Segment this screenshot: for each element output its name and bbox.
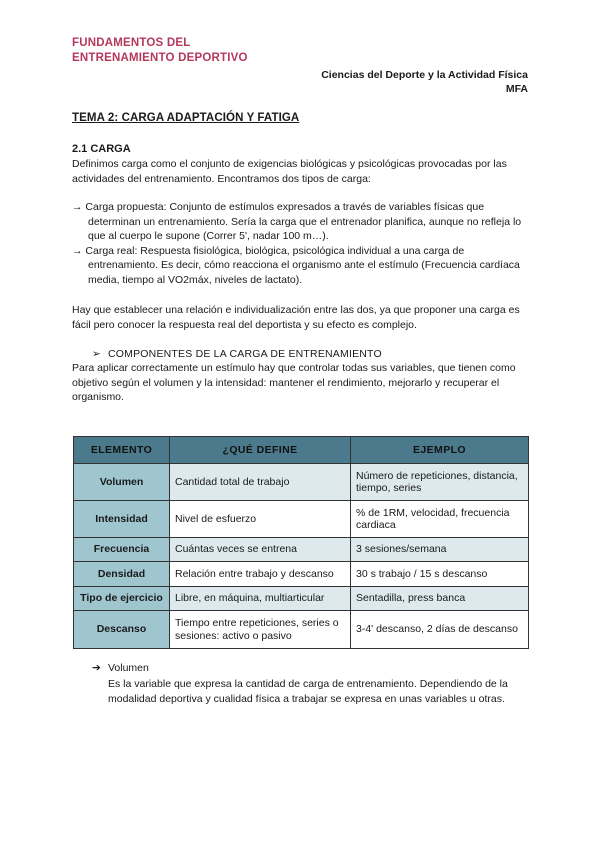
cell-example: 30 s trabajo / 15 s descanso [351, 562, 529, 587]
brand-line-1: FUNDAMENTOS DEL [72, 37, 191, 49]
arrowhead-bullet-icon: ➢ [92, 348, 101, 360]
volume-item-description: Es la variable que expresa la cantidad de carga de entrenamiento. Dependiendo de la modalidad deportiva y cualidad física a trabajar se expresa en unas variables u otras. [108, 678, 508, 705]
proposed-load-line2: determinan un entrenamiento. Sería la carga que el entrenador planifica, aunque no refleja lo que al cuerpo le supone (Correr 5', nadar 100 m…). [88, 215, 522, 242]
table-row [74, 538, 529, 562]
cell-defines: Cuántas veces se entrena [170, 538, 351, 562]
components-intro-text: Para aplicar correctamente un estímulo hay que controlar todas sus variables, que tienen como objetivo según el volumen y la intensidad: mantener el rendimiento, mejorarlo y recuperar el organismo. [72, 362, 516, 403]
cell-element: Intensidad [74, 501, 170, 538]
volume-item-heading [92, 662, 149, 674]
table-row [74, 501, 529, 538]
table-row [74, 562, 529, 587]
cell-element: Descanso [74, 611, 170, 649]
section-title: 2.1 CARGA [72, 143, 131, 155]
components-heading [92, 348, 382, 360]
table-row [74, 464, 529, 501]
cell-example: Número de repeticiones, distancia, tiempo, series [351, 464, 529, 501]
header-example: EJEMPLO [351, 437, 529, 464]
arrow-right-icon: ➔ [92, 662, 101, 674]
topic-title: TEMA 2: CARGA ADAPTACIÓN Y FATIGA [72, 112, 300, 124]
components-intro [72, 361, 532, 405]
cell-example: Sentadilla, press banca [351, 587, 529, 611]
cell-defines: Tiempo entre repeticiones, series o sesiones: activo o pasivo [170, 611, 351, 649]
header-defines: ¿QUÉ DEFINE [170, 437, 351, 464]
load-types [72, 200, 532, 287]
document-header [321, 68, 528, 96]
relation-paragraph [72, 303, 532, 332]
cell-example: 3-4' descanso, 2 días de descanso [351, 611, 529, 649]
header-subject: Ciencias del Deporte y la Actividad Física [321, 69, 528, 81]
cell-example: % de 1RM, velocidad, frecuencia cardiaca [351, 501, 529, 538]
components-heading-text: COMPONENTES DE LA CARGA DE ENTRENAMIENTO [108, 348, 382, 360]
cell-defines: Libre, en máquina, multiarticular [170, 587, 351, 611]
cell-element: Volumen [74, 464, 170, 501]
intro-paragraph: Definimos carga como el conjunto de exigencias biológicas y psicológicas provocadas por las actividades del entrenamiento. Encontramos dos tipos de carga: [72, 158, 507, 185]
header-code: MFA [505, 83, 528, 95]
table-row [74, 611, 529, 649]
cell-defines: Nivel de esfuerzo [170, 501, 351, 538]
table-row [74, 587, 529, 611]
table-header-row [74, 437, 529, 464]
cell-element: Tipo de ejercicio [74, 587, 170, 611]
proposed-load-line1: → Carga propuesta: Conjunto de estímulos expresados a través de variables físicas que [72, 201, 485, 213]
volume-item-title: Volumen [108, 662, 149, 674]
relation-text: Hay que establecer una relación e individualización entre las dos, ya que proponer una carga es fácil pero conocer la respuesta real del deportista y su efecto es complejo. [72, 304, 520, 331]
cell-defines: Relación entre trabajo y descanso [170, 562, 351, 587]
load-components-table [73, 436, 529, 649]
header-element: ELEMENTO [74, 437, 170, 464]
cell-element: Densidad [74, 562, 170, 587]
cell-example: 3 sesiones/semana [351, 538, 529, 562]
brand-line-2: ENTRENAMIENTO DEPORTIVO [72, 52, 248, 64]
cell-defines: Cantidad total de trabajo [170, 464, 351, 501]
real-load-line1: → Carga real: Respuesta fisiológica, biológica, psicológica individual a una carga de [72, 244, 465, 257]
section-intro [72, 157, 532, 186]
real-load-line2: entrenamiento. Es decir, cómo reacciona el organismo ante el estímulo (Frecuencia cardíaca media, tiempo al VO2máx, niveles de lactato). [88, 259, 520, 286]
cell-element: Frecuencia [74, 538, 170, 562]
course-brand [72, 36, 248, 66]
